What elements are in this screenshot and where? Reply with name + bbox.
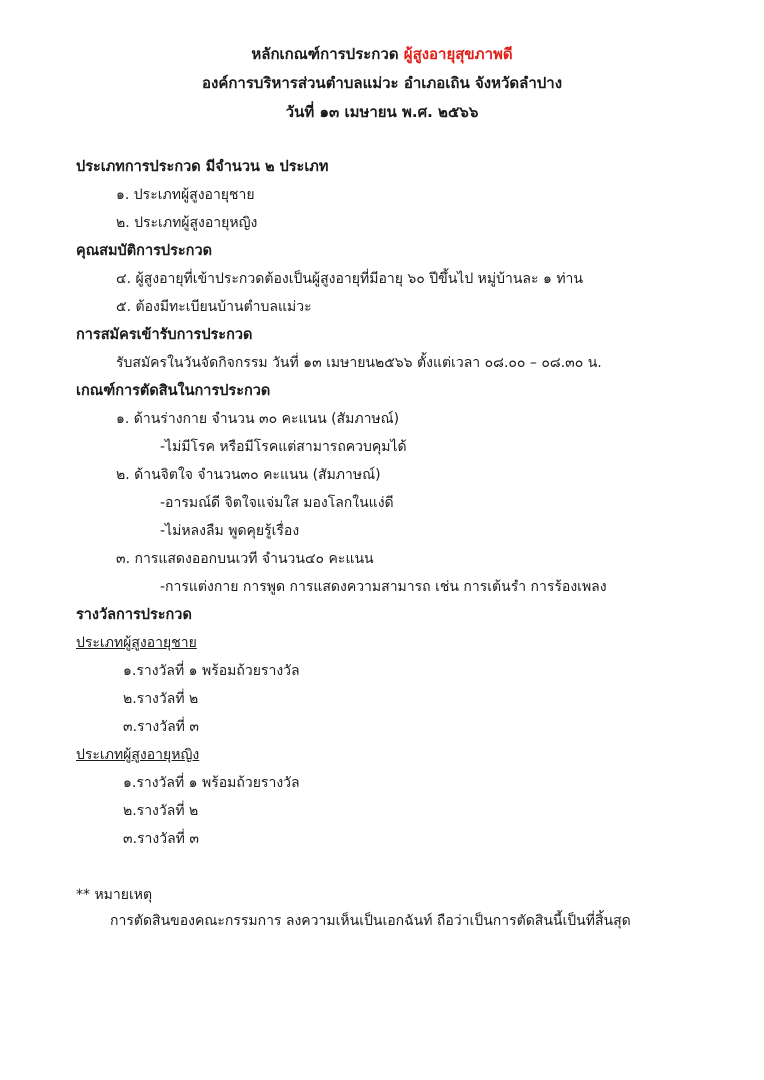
apply-text: รับสมัครในวันจัดกิจกรรม วันที่ ๑๓ เมษายน๒๕๖๖ ตั้งแต่เวลา ๐๘.๐๐ – ๐๘.๓๐ น. xyxy=(116,355,602,371)
judge-detail: -ไม่หลงลืม พูดคุยรู้เรื่อง xyxy=(160,523,300,539)
title-line-3: วันที่ ๑๓ เมษายน พ.ศ. ๒๕๖๖ xyxy=(285,103,479,121)
prize-item: ๓.รางวัลที่ ๓ xyxy=(123,831,199,847)
judge-criterion: ๒. ด้านจิตใจ จำนวน๓๐ คะแนน (สัมภาษณ์) xyxy=(116,467,381,483)
prize-item: ๑.รางวัลที่ ๑ พร้อมถ้วยรางวัล xyxy=(123,663,300,679)
note-text: การตัดสินของคณะกรรมการ ลงความเห็นเป็นเอกฉันท์ ถือว่าเป็นการตัดสินนี้เป็นที่สิ้นสุด xyxy=(110,913,631,929)
note-label: ** หมายเหตุ xyxy=(76,887,153,903)
prize-group-label-male: ประเภทผู้สูงอายุชาย xyxy=(76,635,197,651)
type-item: ๒. ประเภทผู้สูงอายุหญิง xyxy=(116,215,258,231)
judge-detail: -อารมณ์ดี จิตใจแจ่มใส มองโลกในแง่ดี xyxy=(160,495,394,511)
judge-detail: -การแต่งกาย การพูด การแสดงความสามารถ เช่น การเต้นรำ การร้องเพลง xyxy=(160,579,607,595)
type-item: ๑. ประเภทผู้สูงอายุชาย xyxy=(116,187,255,203)
title-line-2: องค์การบริหารส่วนตำบลแม่วะ อำเภอเถิน จังหวัดลำปาง xyxy=(201,74,563,92)
prize-item: ๒.รางวัลที่ ๒ xyxy=(123,803,199,819)
qual-item: ๕. ต้องมีทะเบียนบ้านตำบลแม่วะ xyxy=(116,299,312,315)
qual-heading: คุณสมบัติการประกวด xyxy=(76,243,213,259)
prize-item: ๒.รางวัลที่ ๒ xyxy=(123,691,199,707)
judge-criterion: ๓. การแสดงออกบนเวที จำนวน๔๐ คะแนน xyxy=(116,551,374,567)
title-prefix: หลักเกณฑ์การประกวด xyxy=(251,45,404,63)
judge-criterion: ๑. ด้านร่างกาย จำนวน ๓๐ คะแนน (สัมภาษณ์) xyxy=(116,411,400,427)
apply-heading: การสมัครเข้ารับการประกวด xyxy=(76,327,253,343)
prize-item: ๓.รางวัลที่ ๓ xyxy=(123,719,199,735)
prize-item: ๑.รางวัลที่ ๑ พร้อมถ้วยรางวัล xyxy=(123,775,300,791)
judge-detail: -ไม่มีโรค หรือมีโรคแต่สามารถควบคุมได้ xyxy=(160,439,407,455)
title-highlight: ผู้สูงอายุสุขภาพดี xyxy=(403,45,513,63)
judge-heading: เกณฑ์การตัดสินในการประกวด xyxy=(76,383,271,399)
qual-item: ๔. ผู้สูงอายุที่เข้าประกวดต้องเป็นผู้สูงอายุที่มีอายุ ๖๐ ปีขึ้นไป หมู่บ้านละ ๑ ท่าน xyxy=(116,271,583,287)
types-heading: ประเภทการประกวด มีจำนวน ๒ ประเภท xyxy=(76,159,329,175)
title-line-1 xyxy=(0,44,764,64)
prize-heading: รางวัลการประกวด xyxy=(76,607,192,623)
prize-group-label-female: ประเภทผู้สูงอายุหญิง xyxy=(76,747,200,763)
